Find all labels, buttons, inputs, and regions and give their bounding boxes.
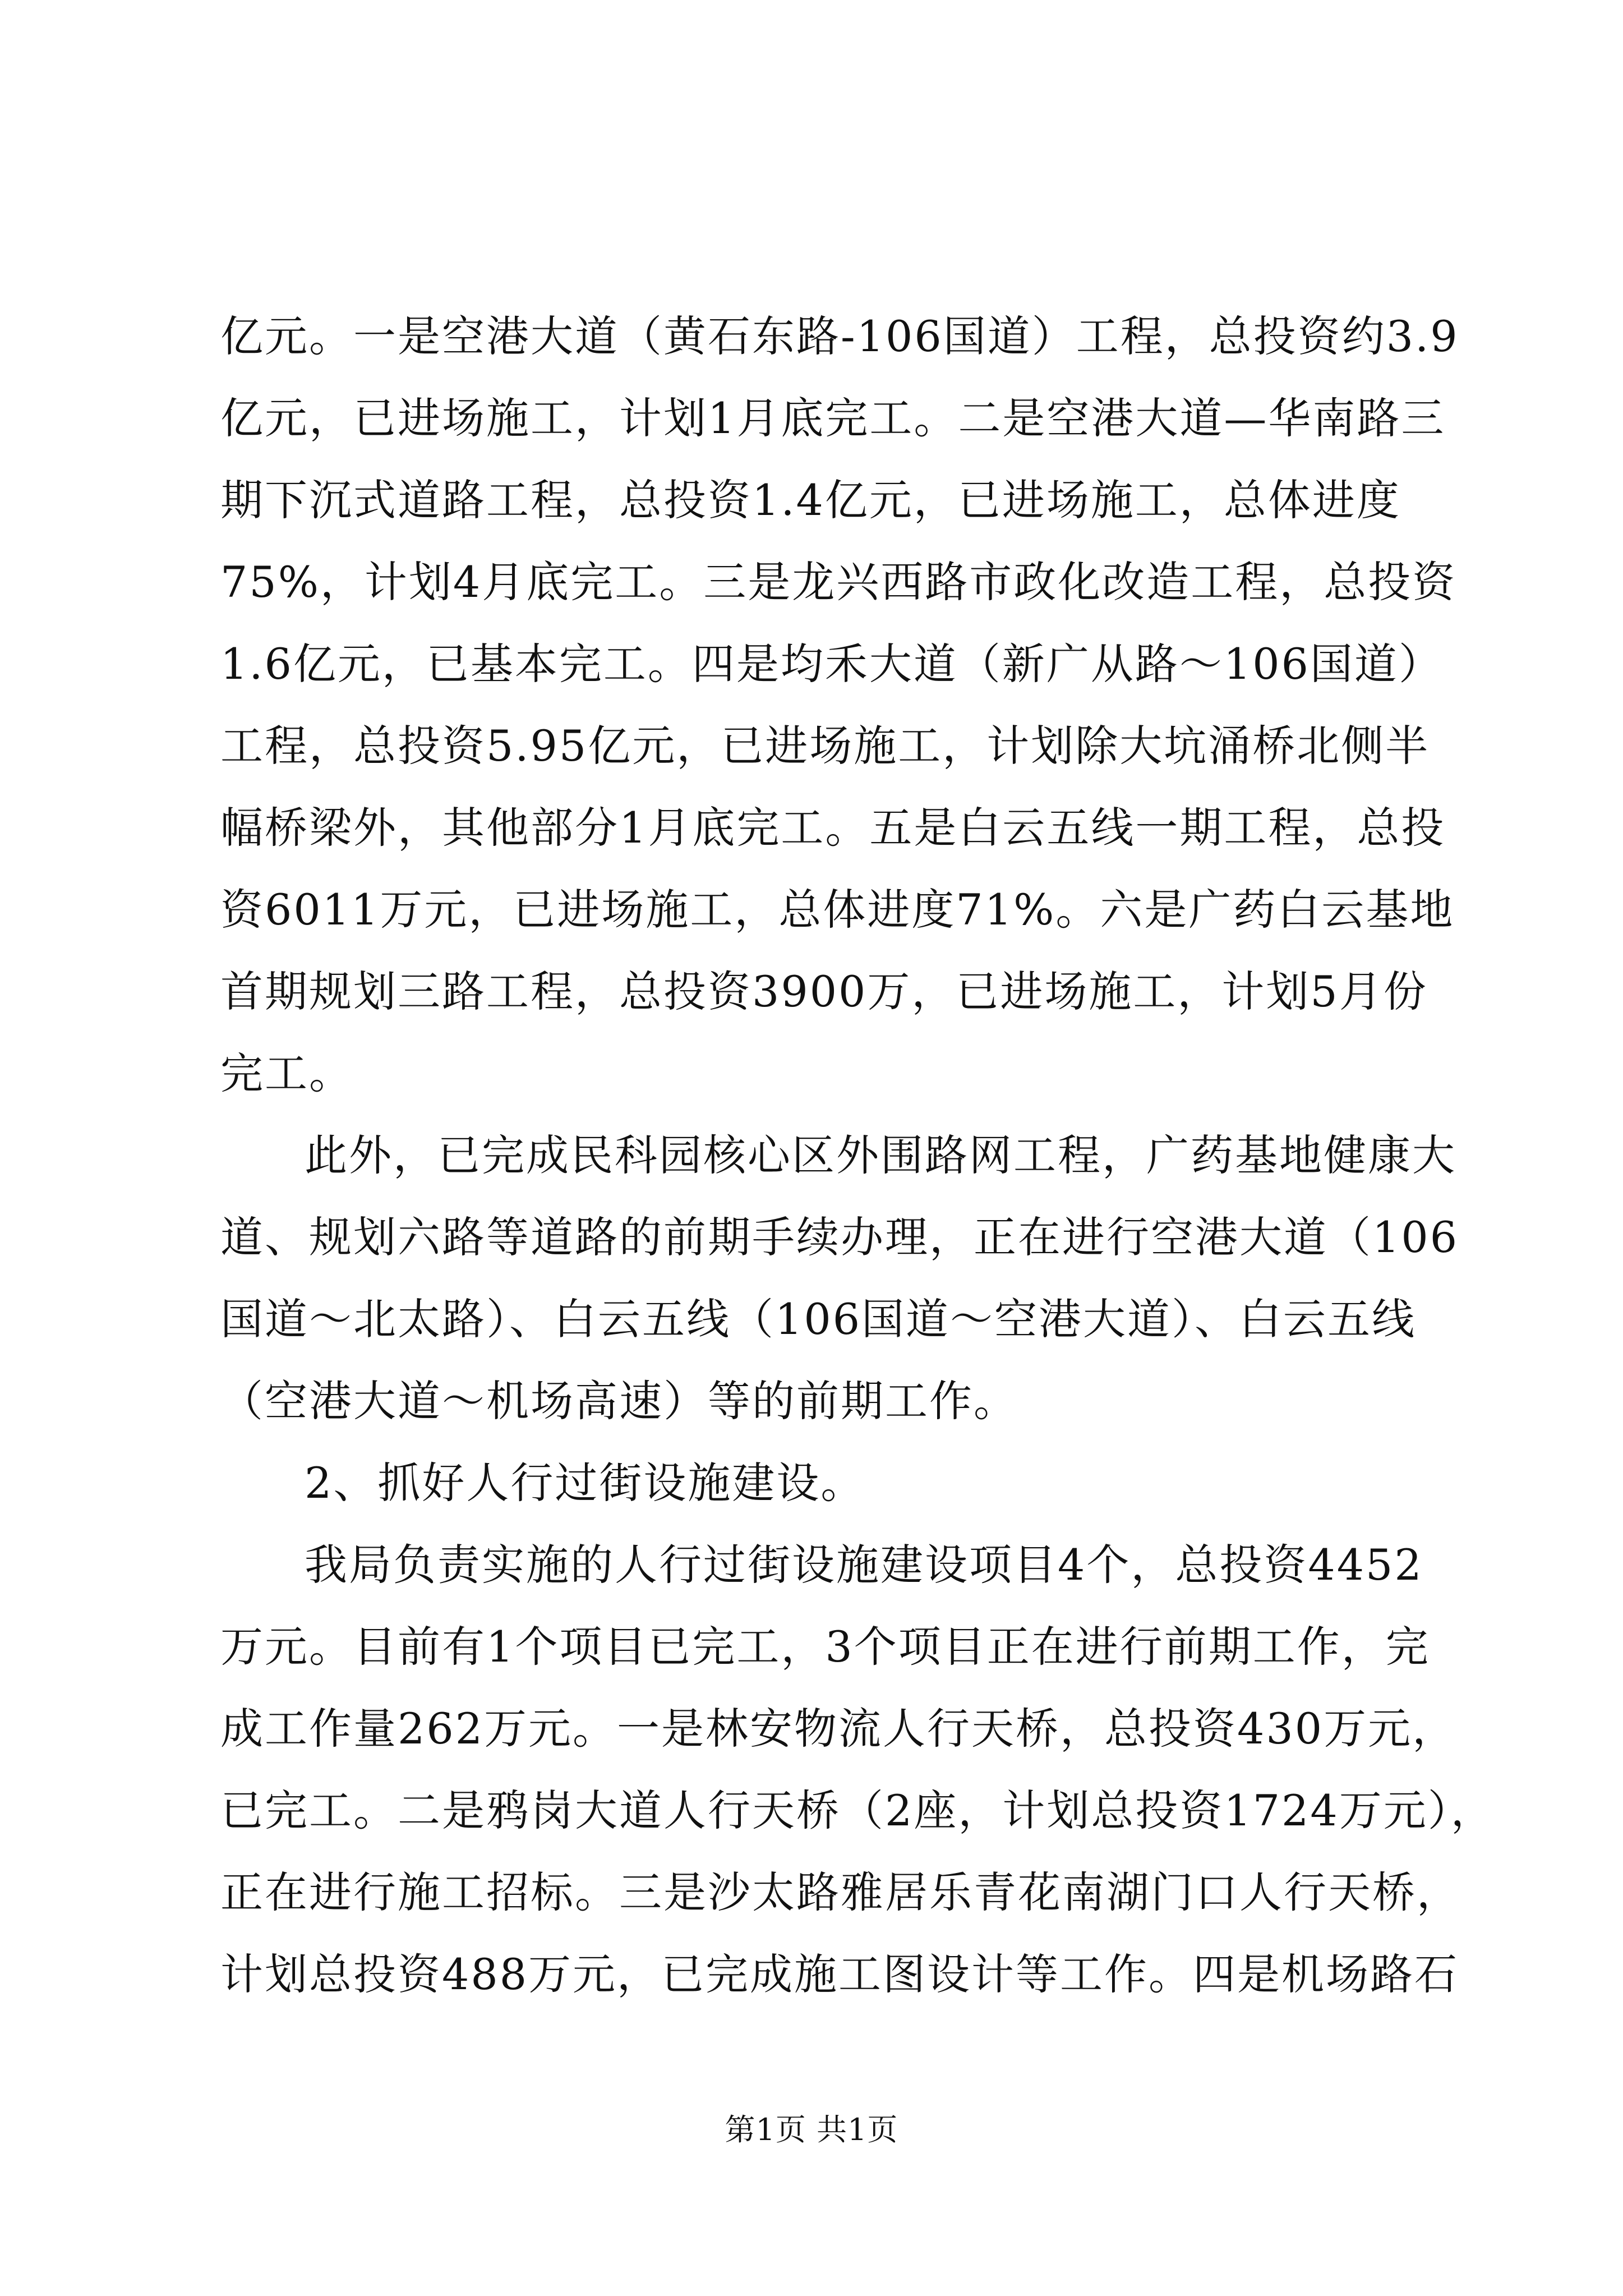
text-line: 已完工。二是鸦岗大道人行天桥（2座，计划总投资1724万元）， [220, 1786, 1495, 1835]
text-line: 道、规划六路等道路的前期手续办理，正在进行空港大道（106 [220, 1212, 1459, 1262]
text-line: 完工。 [220, 1048, 353, 1098]
page-footer: 第1页 共1页 [725, 2112, 898, 2147]
text-line: 幅桥梁外，其他部分1月底完工。五是白云五线一期工程，总投 [220, 803, 1446, 853]
text-line: 工程，总投资5.95亿元，已进场施工，计划除大坑涌桥北侧半 [220, 721, 1430, 771]
text-line: 亿元。一是空港大道（黄石东路-106国道）工程，总投资约3.9 [220, 311, 1459, 361]
text-line: 亿元，已进场施工，计划1月底完工。二是空港大道—华南路三 [220, 393, 1446, 443]
paragraph-start-line: 我局负责实施的人行过街设施建设项目4个，总投资4452 [305, 1540, 1423, 1590]
text-line: 75%，计划4月底完工。三是龙兴西路市政化改造工程，总投资 [220, 557, 1457, 607]
text-line: 国道～北太路）、白云五线（106国道～空港大道）、白云五线 [220, 1294, 1417, 1344]
text-line: 成工作量262万元。一是林安物流人行天桥，总投资430万元， [220, 1704, 1457, 1754]
text-line: 首期规划三路工程，总投资3900万，已进场施工，计划5月份 [220, 967, 1428, 1016]
text-line: 万元。目前有1个项目已完工，3个项目正在进行前期工作，完 [220, 1622, 1430, 1672]
body-text [220, 296, 1495, 2016]
text-line: 期下沉式道路工程，总投资1.4亿元，已进场施工，总体进度 [220, 475, 1401, 525]
paragraph-start-line: 此外，已完成民科园核心区外围路网工程，广药基地健康大 [305, 1130, 1456, 1180]
text-line: 资6011万元，已进场施工，总体进度71%。六是广药白云基地 [220, 885, 1455, 935]
text-line: 1.6亿元，已基本完工。四是均禾大道（新广从路～106国道） [220, 639, 1443, 689]
section-heading: 2、抓好人行过街设施建设。 [305, 1458, 865, 1508]
text-line: （空港大道～机场高速）等的前期工作。 [220, 1376, 1018, 1426]
text-line: 计划总投资488万元，已完成施工图设计等工作。四是机场路石 [220, 1949, 1459, 1999]
text-line: 正在进行施工招标。三是沙太路雅居乐青花南湖门口人行天桥， [220, 1867, 1461, 1917]
